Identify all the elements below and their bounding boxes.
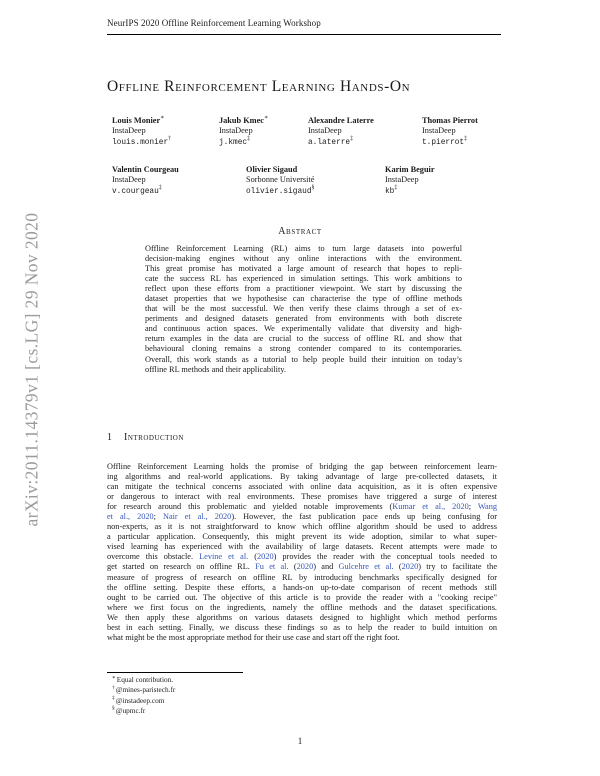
footnote-text: @mines-paristech.fr [115, 685, 176, 695]
paragraph-line [107, 573, 497, 583]
footnote [112, 685, 175, 695]
abstract-line: periments and designed datasets generated from environments with both discrete [145, 314, 462, 324]
section-heading [107, 432, 184, 443]
citation-link[interactable]: Levine et al. [199, 552, 249, 562]
email-mark: § [311, 184, 315, 191]
paragraph-line [107, 613, 497, 623]
author-block [308, 116, 374, 148]
text-run: for research around this problematic and yielded notable improvements ( [107, 502, 393, 512]
citation-link[interactable]: Fu et al. [255, 562, 289, 572]
header-rule [107, 34, 501, 35]
paragraph-line [107, 492, 497, 502]
author-block [422, 116, 478, 148]
author-affiliation: InstaDeep [385, 175, 419, 185]
author-affiliation: InstaDeep [422, 126, 456, 136]
abstract-line: behavioural cloning remains a strong contender compared to its contemporaries. [145, 344, 462, 354]
paragraph-line [107, 603, 497, 613]
footnote-mark: ‡ [112, 695, 115, 702]
text-run: overcome this obstacle. [107, 552, 200, 562]
text-run: or dangerous to interact with real environments. These promises have triggered a surge of interest [107, 492, 497, 502]
abstract-line: and continuous action spaces. We experimentally validate that diversity and high- [145, 324, 462, 334]
text-run: ought to be carried out. The objective of this article is to provide the reader with a "cooking recipe" [107, 592, 497, 602]
abstract-line: offline RL methods and their applicability. [145, 364, 286, 374]
running-header: NeurIPS 2020 Offline Reinforcement Learning Workshop [107, 18, 321, 28]
paper-title: Offline Reinforcement Learning Hands-On [107, 78, 411, 95]
author-email: t.pierrot [422, 138, 465, 147]
footnote-mark: † [112, 684, 115, 691]
abstract-line: This great promise has motivated a large amount of research that hopes to repli- [145, 264, 462, 274]
text-run: where we first focus on the ingredients, namely the offline methods and the dataset specifications. [107, 602, 497, 612]
author-email: j.kmec [219, 138, 248, 147]
footnote [112, 675, 175, 685]
abstract-line: Offline Reinforcement Learning (RL) aims to turn large datasets into powerful [145, 244, 462, 253]
email-mark: † [168, 135, 172, 142]
introduction-text [107, 462, 497, 643]
paragraph-line [107, 522, 497, 532]
footnote [112, 706, 175, 716]
citation-link[interactable]: Wang [477, 502, 498, 512]
citation-link[interactable]: Gulcehre et al. [338, 562, 394, 572]
text-run: ) try to facilitate the [418, 562, 498, 572]
author-affiliation: InstaDeep [308, 126, 342, 136]
text-run: get started on research on offline RL. [107, 562, 256, 572]
text-run: ( [248, 552, 258, 562]
text-run: ) and [313, 562, 339, 572]
text-run: ( [288, 562, 297, 572]
paragraph-line [107, 623, 497, 633]
author-affiliation: InstaDeep [112, 126, 146, 136]
paragraph-line [107, 502, 497, 512]
text-run: the offline setting. Despite these efforts, a hands-on up-to-date comparison of recent methods still [107, 582, 497, 592]
paragraph-line [107, 532, 497, 542]
footnotes [112, 675, 175, 716]
text-run: ; [468, 502, 478, 512]
footnote [112, 696, 175, 706]
email-mark: ‡ [464, 135, 468, 142]
footnote-mark: ∗ [112, 674, 116, 681]
author-block [246, 165, 315, 197]
author-email: kb [385, 187, 395, 196]
text-run: We then apply these algorithms on various datasets designed to highlight which method performs [107, 612, 497, 622]
paragraph-line [107, 462, 497, 472]
email-mark: ‡ [350, 135, 354, 142]
author-block [112, 116, 171, 148]
author-email: a.laterre [308, 138, 351, 147]
author-affiliation: Sorbonne Université [246, 175, 315, 185]
abstract-line: Overall, this work stands as a tutorial to help people build their intuition on today’s [145, 354, 462, 364]
author-name: Karim Beguir [385, 165, 435, 174]
abstract-line: decision-making engines without any online interactions with the environment. [145, 254, 462, 264]
text-run: ; [153, 512, 163, 522]
author-name: Valentin Courgeau [112, 165, 179, 174]
footnote-rule [107, 672, 243, 673]
author-block [112, 165, 179, 197]
author-email: louis.monier [112, 138, 169, 147]
footnote-text: @instadeep.com [115, 695, 165, 705]
author-email: v.courgeau [112, 187, 159, 196]
author-email: olivier.sigaud [246, 187, 312, 196]
abstract-line: that will be the most successful. We then verify these claims through a set of ex- [145, 304, 462, 314]
section-title: Introduction [124, 432, 184, 443]
abstract-text [145, 244, 462, 375]
author-block [219, 116, 268, 148]
author-name: Olivier Sigaud [246, 165, 298, 174]
section-number: 1 [107, 432, 112, 443]
text-run: what might be the most appropriate method for their use case and start off the right foot. [107, 632, 400, 642]
footnote-text: Equal contribution. [116, 675, 174, 684]
author-block [385, 165, 435, 197]
text-run: vised learning has experienced with the availability of large datasets. Recent attempts were made to [107, 542, 497, 552]
paragraph-line [107, 552, 497, 562]
paragraph-line [107, 583, 497, 593]
text-run: Offline Reinforcement Learning holds the promise of bridging the gap between reinforcement learn- [107, 462, 497, 471]
text-run: measure of progress of research on offline RL by introducing benchmarks specifically designed for [107, 572, 497, 582]
abstract-line: reflect upon these efforts from a practitioner viewpoint. We start by discussing the [145, 284, 462, 294]
text-run: can mitigate the technical concerns associated with online data acquisition, as it is often expensive [107, 482, 497, 492]
author-name: Jakub Kmec [219, 116, 264, 125]
footnote-text: @upmc.fr [115, 705, 146, 715]
abstract-line: dataset properties that we hypothesise can characterise the type of offline methods [145, 294, 462, 304]
author-name: Thomas Pierrot [422, 116, 478, 125]
citation-link[interactable]: et al., 2020 [107, 512, 154, 522]
author-affiliation: InstaDeep [219, 126, 253, 136]
paragraph-line [107, 593, 497, 603]
author-mark: ∗ [263, 115, 269, 122]
footnote-mark: § [112, 705, 115, 712]
citation-link[interactable]: 2020 [257, 552, 274, 562]
paragraph-line [107, 472, 497, 482]
abstract-line: cate the success RL has experienced in simulation settings. This work ambitions to [145, 274, 462, 284]
abstract-line: return examples in the data are crucial to the success of offline RL and show that [145, 334, 462, 344]
abstract-heading: Abstract [278, 226, 322, 237]
author-name: Alexandre Laterre [308, 116, 374, 125]
email-mark: ‡ [394, 184, 398, 191]
text-run: a particular application. Consequently, this might prevent its wide adoption, similar to what super- [107, 532, 497, 542]
page-number: 1 [297, 736, 303, 746]
text-run: ). However, the fast publication pace ends up being confusing for [231, 512, 497, 522]
email-mark: ‡ [247, 135, 251, 142]
author-mark: ∗ [160, 115, 165, 122]
paragraph-line [107, 482, 497, 492]
text-run: non-experts, as it is not straightforward to know which offline algorithm should be used to address [107, 522, 497, 532]
text-run: best in each setting. Finally, we discuss these findings so as to help the reader to build intuition on [107, 622, 497, 632]
author-affiliation: InstaDeep [112, 175, 146, 185]
citation-link[interactable]: 2020 [296, 562, 314, 572]
citation-link[interactable]: 2020 [401, 562, 419, 572]
arxiv-identifier: arXiv:2011.14379v1 [cs.LG] 29 Nov 2020 [21, 212, 42, 527]
paragraph-line [107, 562, 497, 572]
text-run: ) provides the reader with the conceptual tools needed to [273, 552, 498, 562]
email-mark: ‡ [158, 184, 162, 191]
text-run: ing algorithms and real-world applications. By taking advantage of large pre-collected datasets, it [107, 472, 497, 482]
paragraph-line [107, 512, 497, 522]
paragraph-line [107, 542, 497, 552]
citation-link[interactable]: Nair et al., 2020 [162, 512, 232, 522]
author-name: Louis Monier [112, 116, 161, 125]
citation-link[interactable]: Kumar et al., 2020 [392, 502, 469, 512]
paragraph-line [107, 633, 497, 643]
text-run: ( [393, 562, 402, 572]
